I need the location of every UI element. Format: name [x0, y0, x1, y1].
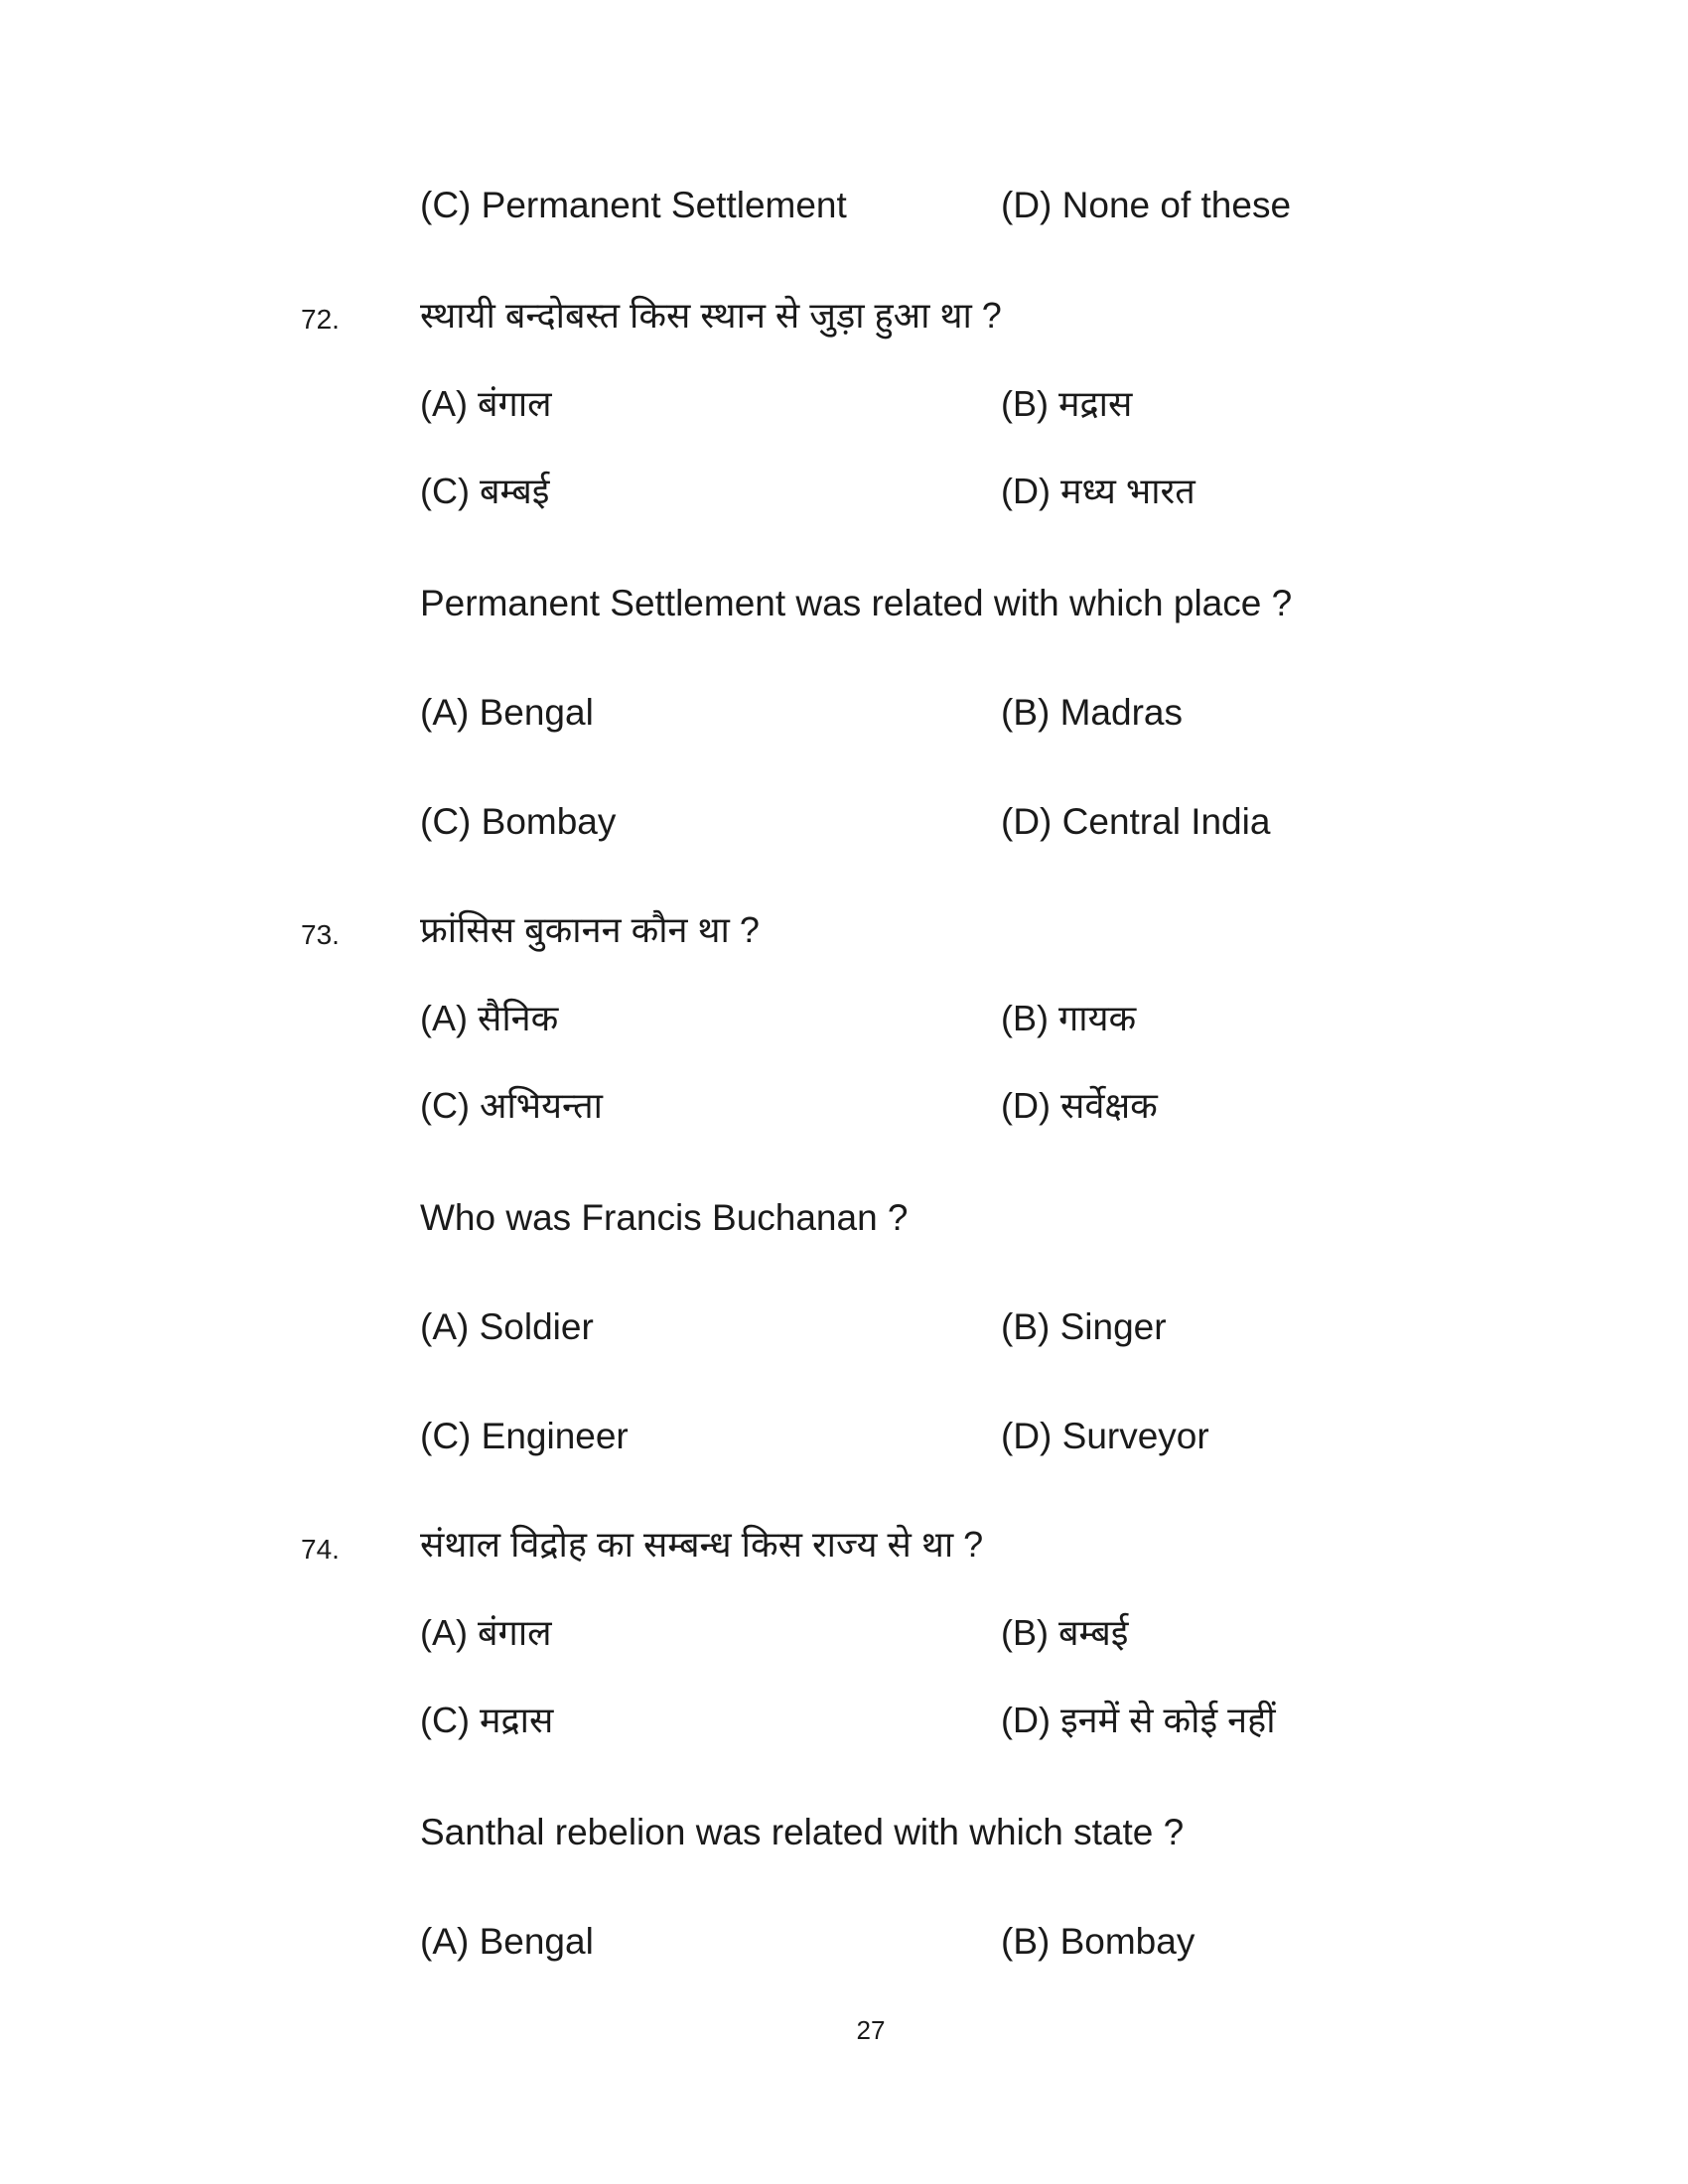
question-number: 73. — [301, 919, 340, 950]
option-a-english: (A) Bengal — [420, 692, 594, 733]
option-c-hindi: (C) अभियन्ता — [420, 1085, 603, 1126]
option-b-english: (B) Bombay — [1001, 1921, 1196, 1962]
question-text-hindi: फ्रांसिस बुकानन कौन था ? — [420, 909, 760, 950]
option-a-english: (A) Bengal — [420, 1921, 594, 1962]
option-d-english: (D) Central India — [1001, 801, 1271, 842]
option-b-hindi: (B) बम्बई — [1001, 1612, 1129, 1653]
option-a-english: (A) Soldier — [420, 1306, 594, 1347]
option-c-hindi: (C) बम्बई — [420, 471, 550, 511]
option-b-english: (B) Singer — [1001, 1306, 1167, 1347]
question-number: 72. — [301, 304, 340, 335]
carryover-option-c: (C) Permanent Settlement — [420, 185, 847, 225]
page-number: 27 — [856, 2015, 886, 2045]
option-d-hindi: (D) इनमें से कोई नहीं — [1001, 1700, 1276, 1740]
option-d-english: (D) Surveyor — [1001, 1416, 1209, 1456]
option-a-hindi: (A) बंगाल — [420, 1612, 552, 1653]
question-text-english: Santhal rebelion was related with which state ? — [420, 1812, 1185, 1852]
option-a-hindi: (A) बंगाल — [420, 383, 552, 424]
carryover-option-d: (D) None of these — [1001, 185, 1292, 225]
option-b-english: (B) Madras — [1001, 692, 1183, 733]
option-c-english: (C) Bombay — [420, 801, 617, 842]
question-text-hindi: स्थायी बन्दोबस्त किस स्थान से जुड़ा हुआ था ? — [420, 295, 1002, 336]
option-c-hindi: (C) मद्रास — [420, 1700, 554, 1740]
question-text-hindi: संथाल विद्रोह का सम्बन्ध किस राज्य से था ? — [420, 1524, 984, 1565]
option-b-hindi: (B) गायक — [1001, 998, 1137, 1038]
option-d-hindi: (D) सर्वेक्षक — [1001, 1085, 1158, 1126]
question-text-english: Who was Francis Buchanan ? — [420, 1197, 909, 1238]
question-text-english: Permanent Settlement was related with which place ? — [420, 583, 1293, 623]
option-a-hindi: (A) सैनिक — [420, 998, 559, 1038]
option-b-hindi: (B) मद्रास — [1001, 383, 1133, 424]
option-c-english: (C) Engineer — [420, 1416, 629, 1456]
question-number: 74. — [301, 1534, 340, 1565]
option-d-hindi: (D) मध्य भारत — [1001, 471, 1196, 511]
